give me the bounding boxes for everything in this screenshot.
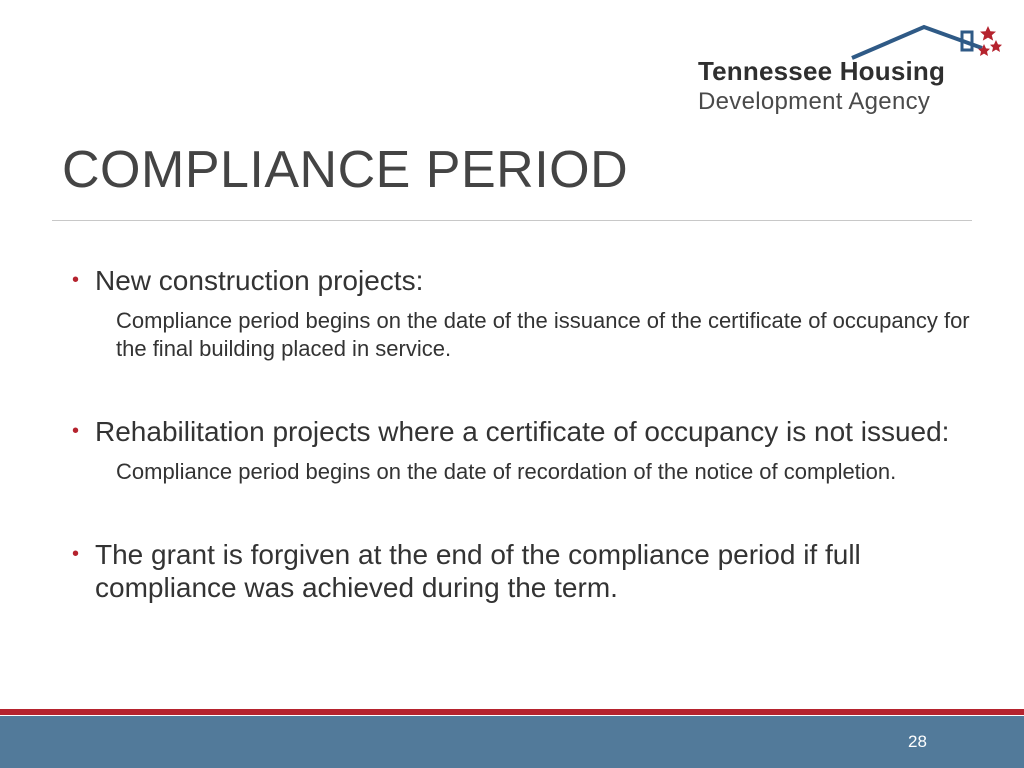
bullet-grant-forgiven [70, 538, 970, 604]
title-divider [52, 220, 972, 221]
bullet-text: New construction projects: [95, 265, 424, 296]
bullet-dot-icon: • [72, 269, 80, 291]
logo-line-1: Tennessee Housing [698, 56, 946, 86]
footer-accent-stripe [0, 709, 1024, 715]
sub-bullet-rehabilitation: Compliance period begins on the date of recordation of the notice of completion. [116, 459, 897, 484]
page-number: 28 [908, 732, 927, 751]
slide-content [70, 264, 970, 604]
logo-line-2: Development Agency [698, 88, 931, 115]
sub-bullet-new-construction: Compliance period begins on the date of the issuance of the certificate of occupancy for the final building placed in service. [116, 308, 970, 361]
bullet-text: The grant is forgiven at the end of the compliance period if full compliance was achieved during the term. [95, 539, 861, 603]
bullet-rehabilitation [70, 415, 970, 448]
bullet-dot-icon: • [72, 420, 80, 442]
bullet-dot-icon: • [72, 543, 80, 565]
bullet-text: Rehabilitation projects where a certificate of occupancy is not issued: [95, 416, 950, 447]
slide-title: COMPLIANCE PERIOD [62, 141, 629, 199]
bullet-new-construction [70, 264, 970, 297]
footer-bar [0, 716, 1024, 768]
thda-logo [696, 22, 1002, 118]
